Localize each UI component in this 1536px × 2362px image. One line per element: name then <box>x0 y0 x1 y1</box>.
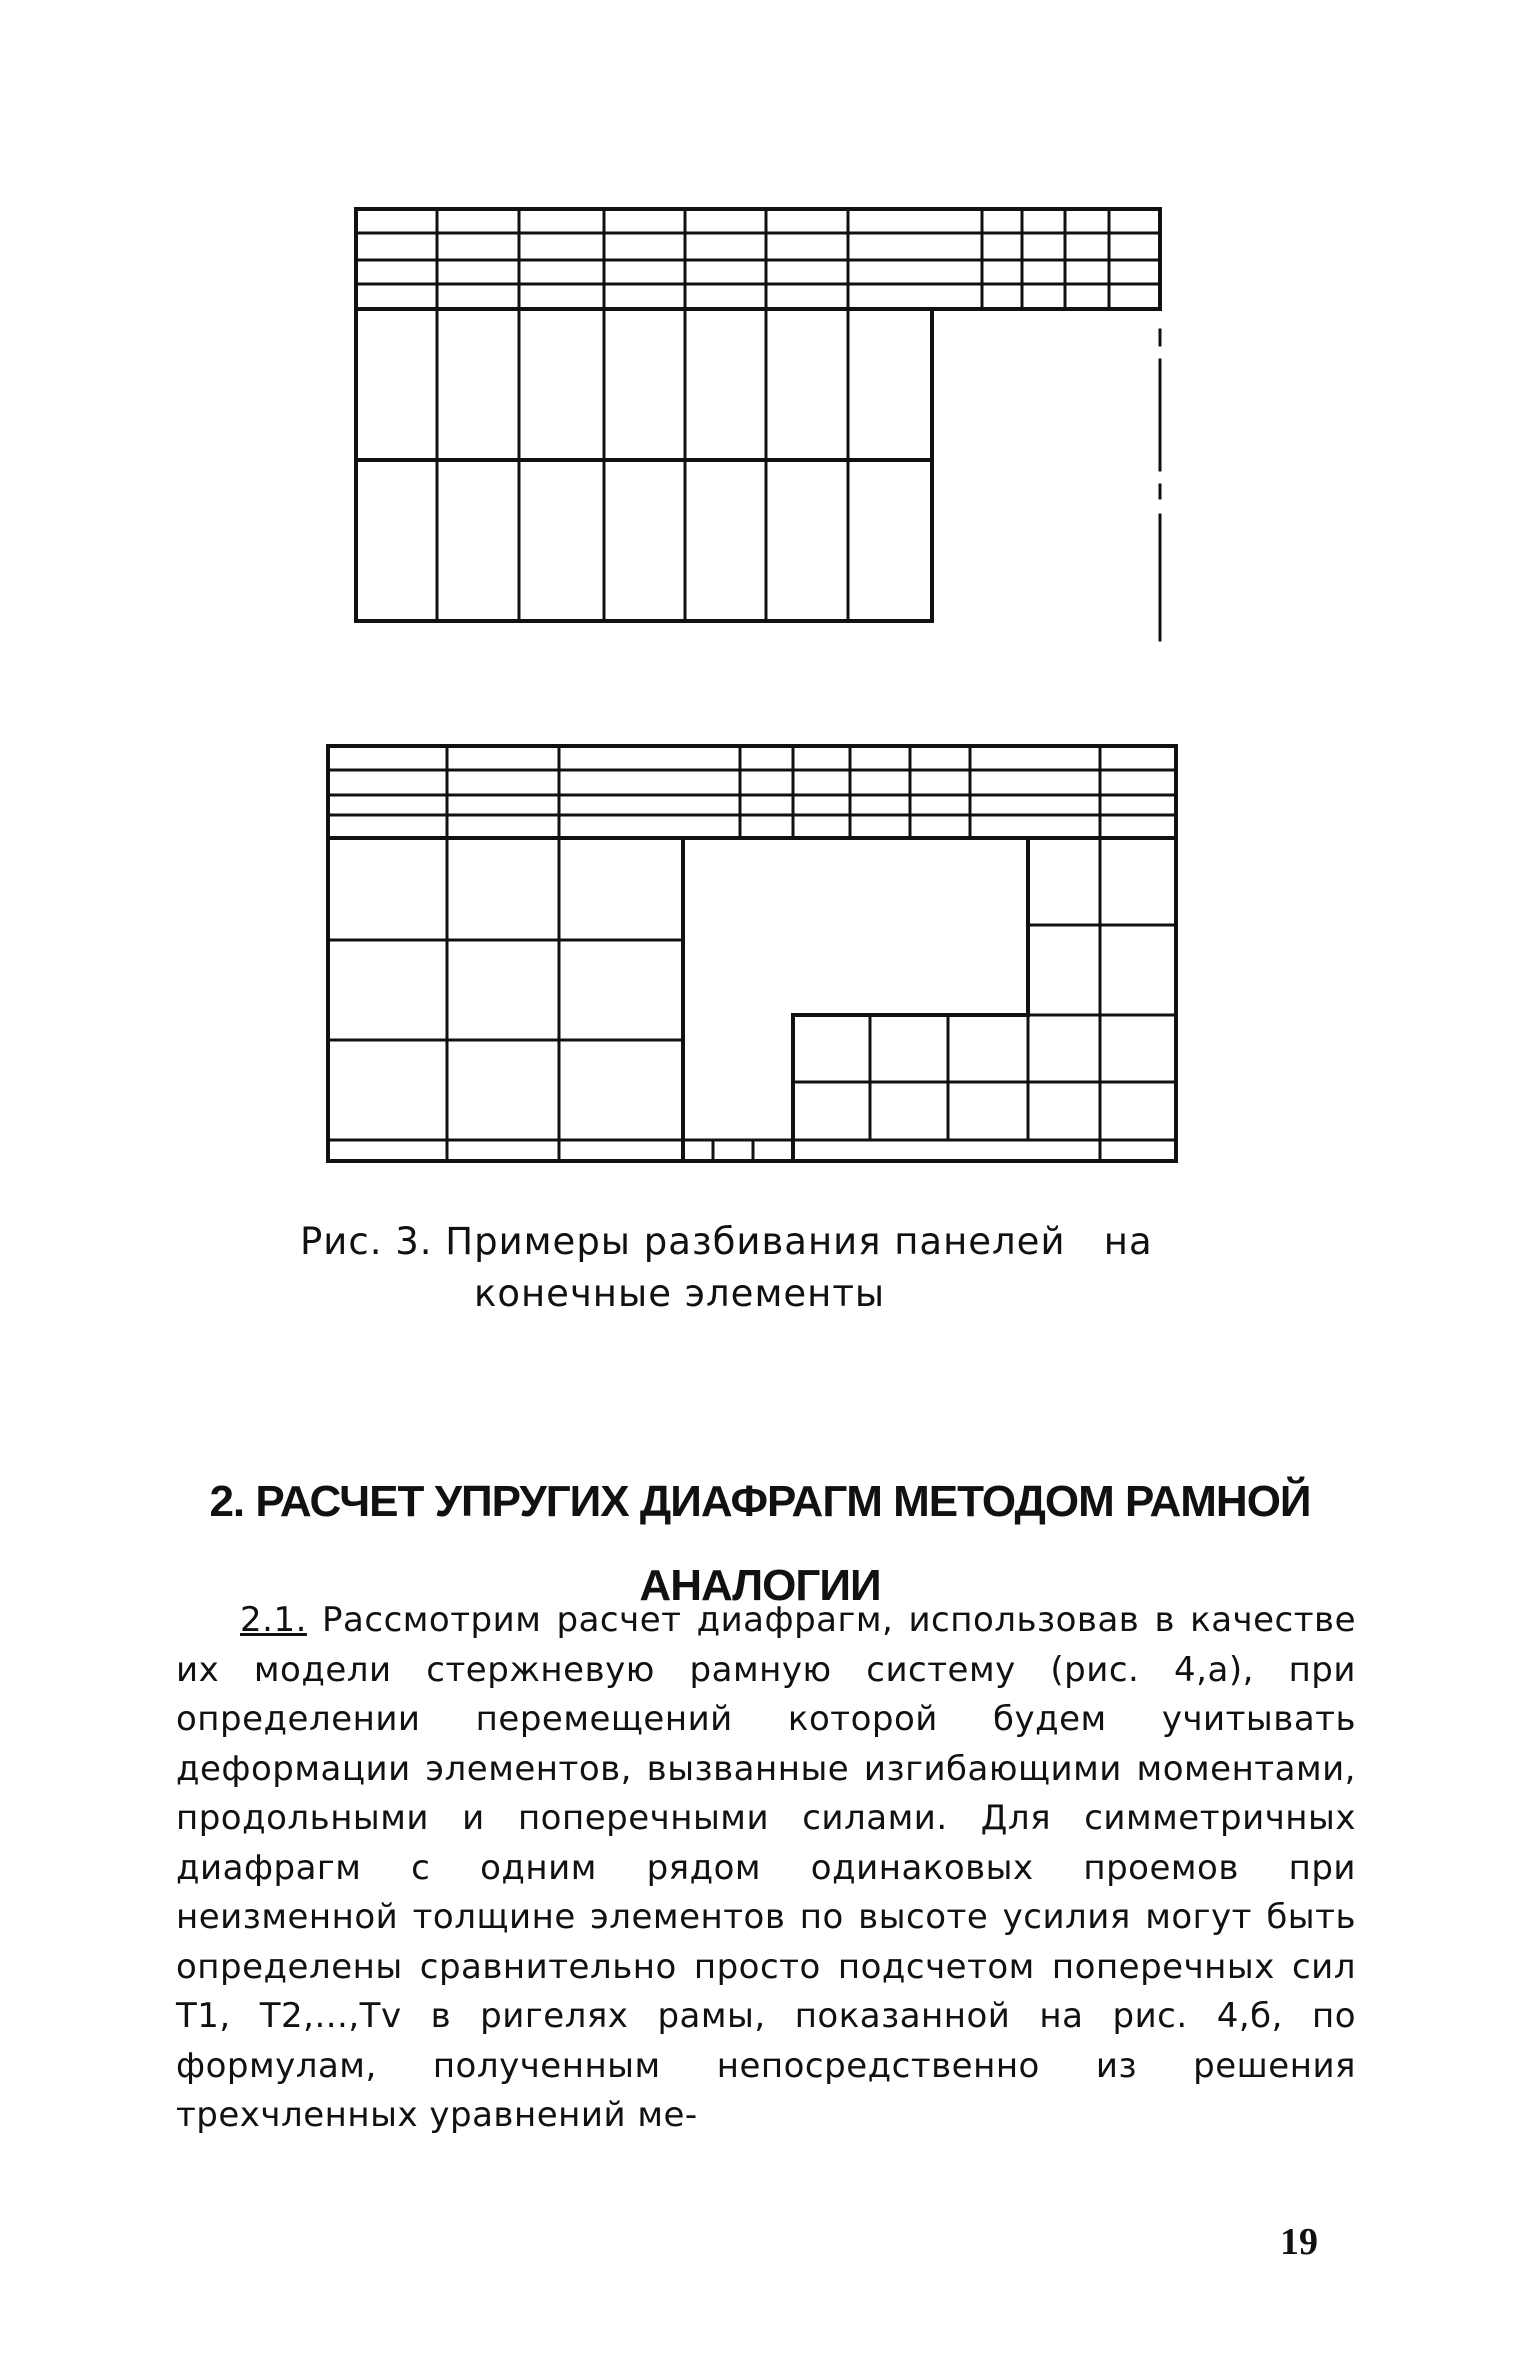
paragraph-number: 2.1. <box>240 1600 307 1640</box>
figure-caption <box>300 1216 1260 1320</box>
body-paragraph <box>176 1596 1356 2141</box>
mesh-diagram-top <box>356 209 1160 640</box>
section-heading-line-1: 2. РАСЧЕТ УПРУГИХ ДИАФРАГМ МЕТОДОМ РАМНОЙ <box>209 1477 1311 1526</box>
paragraph-text: Рассмотрим расчет диафрагм, использовав в качестве их модели стержневую рамную систему (рис. 4,а), при определении перемещений которой будем учитывать деформации элементов, вызванные изгибающими моментами, продольными и поперечными силами. Для симметричных диафрагм с одним рядом одинаковых проемов при неизменной толщине элементов по высоте усилия могут быть определены сравнительно просто подсчетом поперечных сил T1, T2,...,Tv в ригелях рамы, показанной на рис. 4,б, по формулам, полученным непосредственно из решения трехчленных уравнений ме- <box>176 1600 1356 2135</box>
caption-line-1: Рис. 3. Примеры разбивания панелей на <box>300 1220 1153 1263</box>
page-number: 19 <box>1280 2221 1318 2263</box>
mesh-diagram-bottom <box>328 746 1176 1161</box>
section-heading-line-2: АНАЛОГИИ <box>639 1561 881 1610</box>
caption-line-2: конечные элементы <box>474 1272 886 1315</box>
